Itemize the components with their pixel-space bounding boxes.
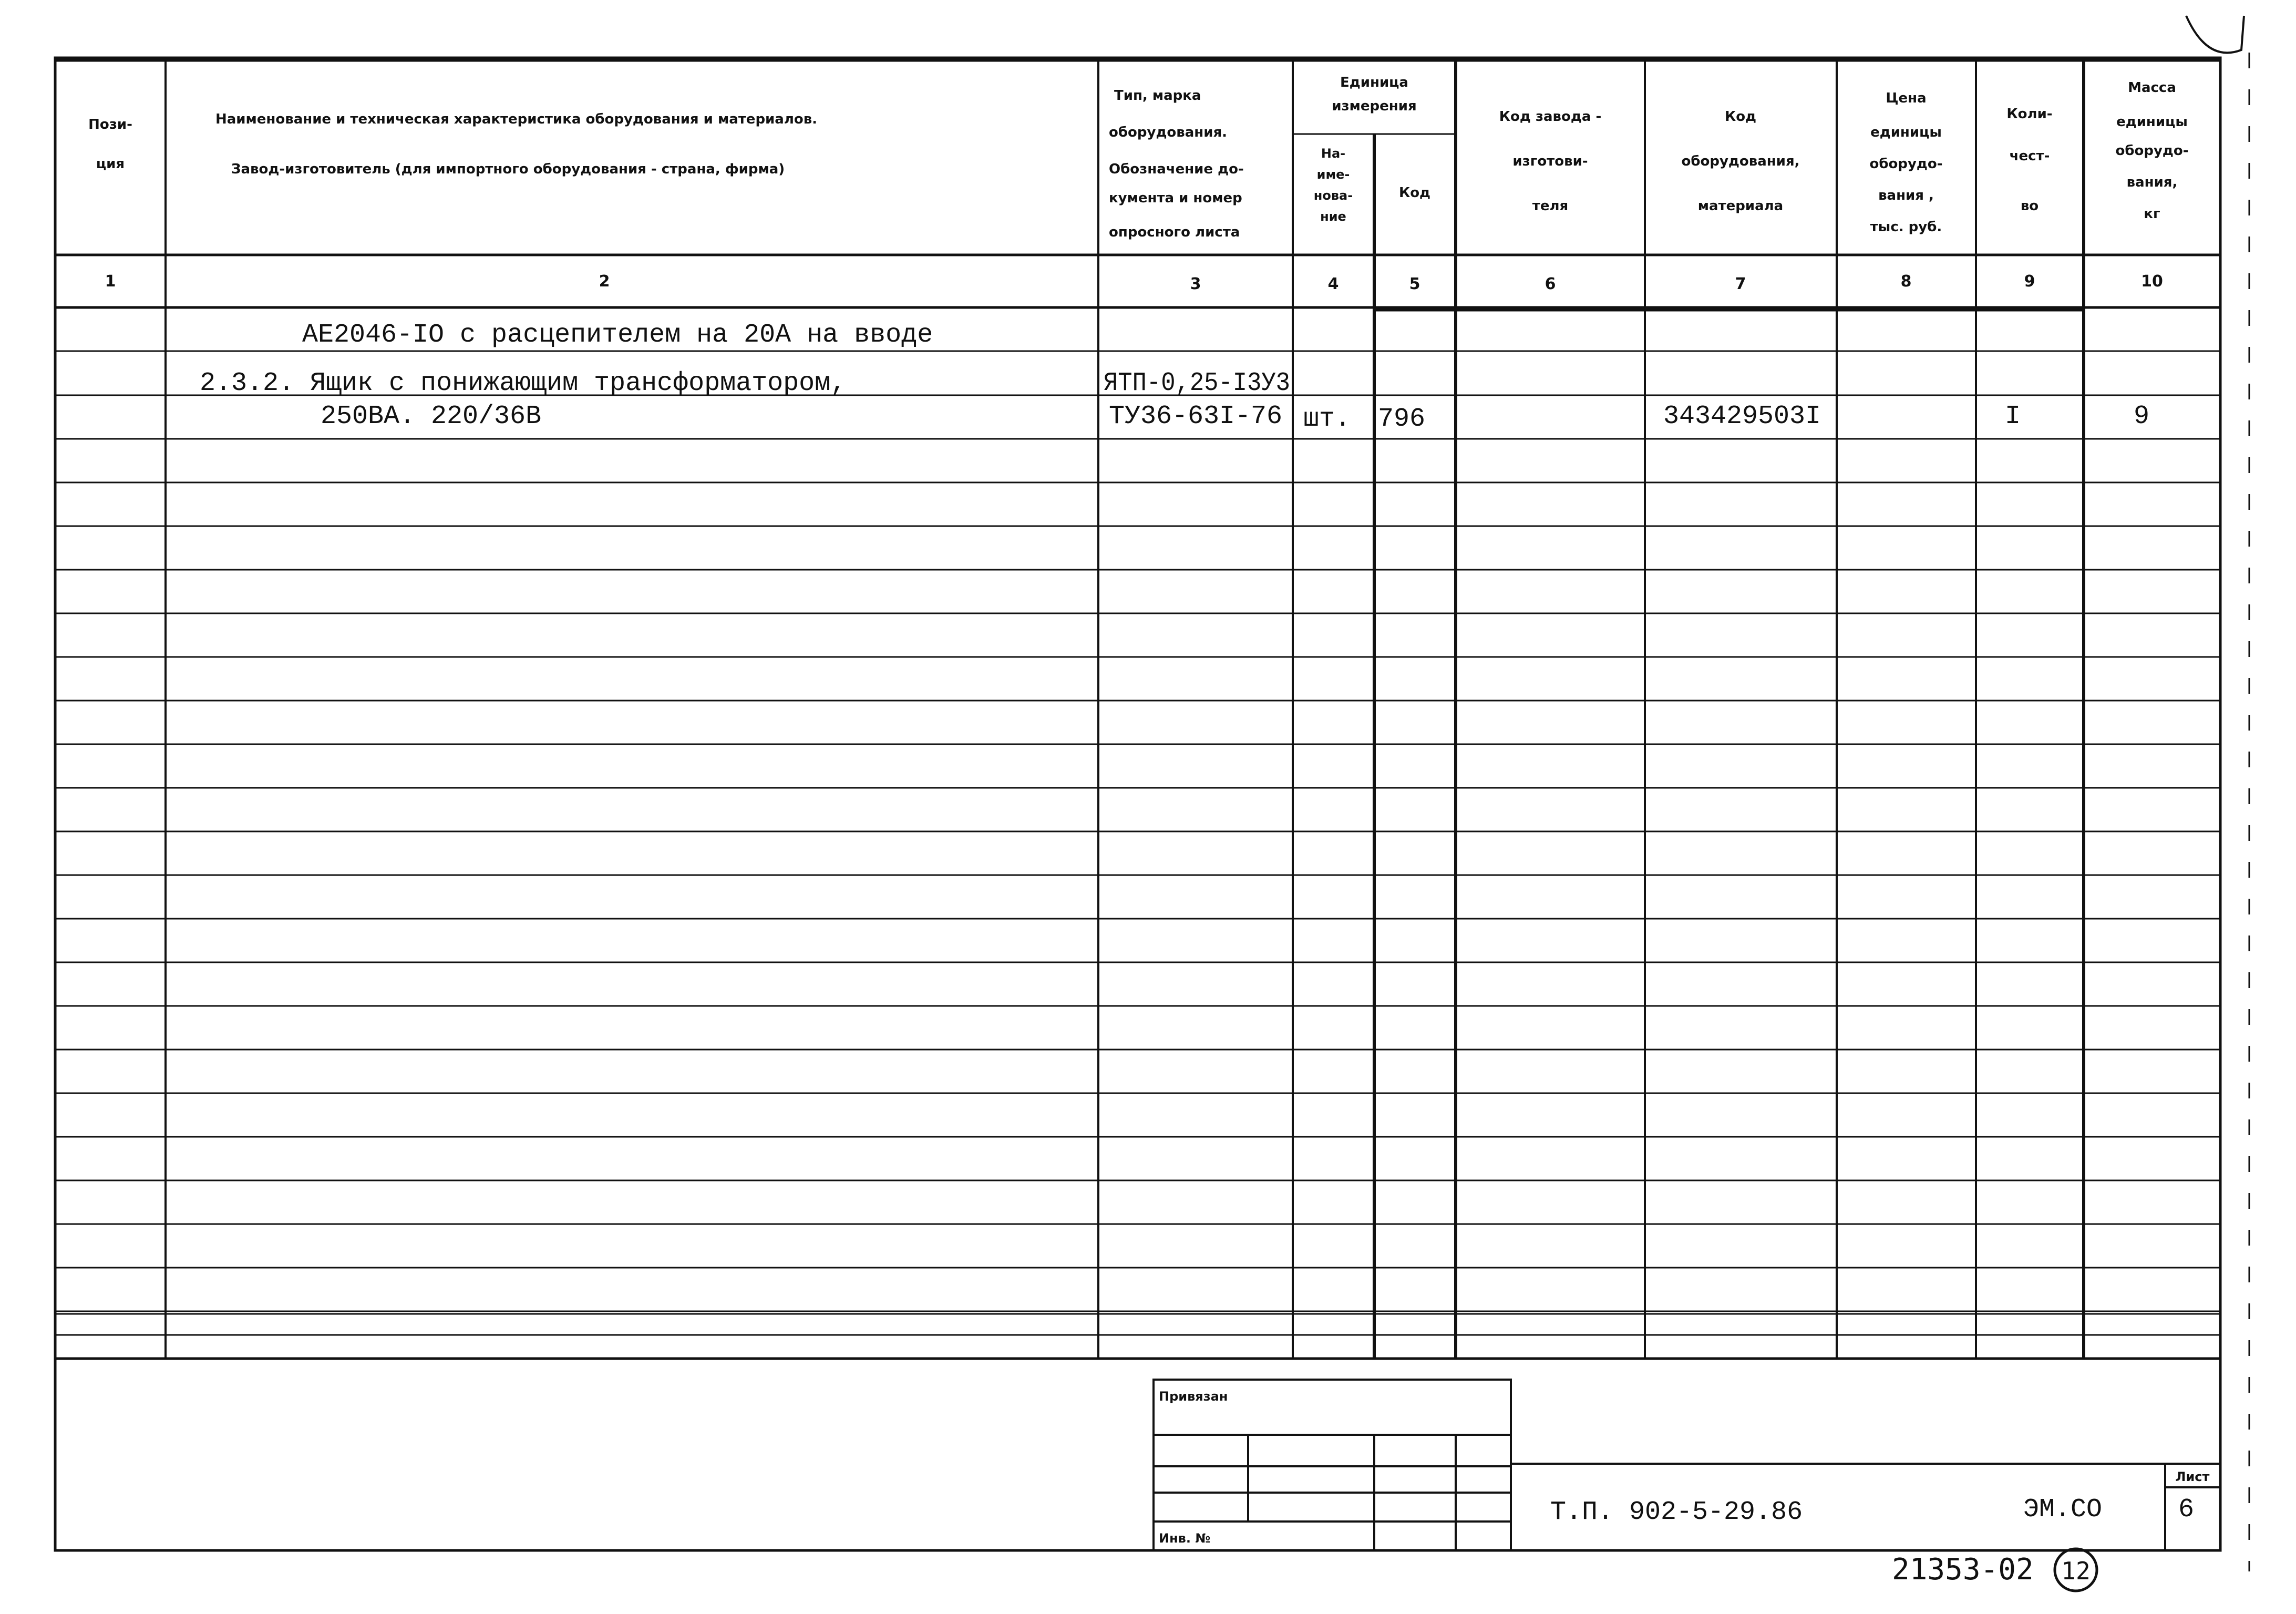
row3-mass: 9 (2133, 402, 2150, 431)
row2-name: 2.3.2. Ящик с понижающим трансформатором, (200, 368, 847, 398)
table-header (88, 75, 2188, 240)
header-col7-line3: материала (1697, 198, 1784, 214)
header-col8-line4: вания , (1878, 188, 1934, 203)
header-col9-line1: Коли- (2006, 106, 2053, 122)
row3-qty: I (2004, 402, 2021, 431)
header-col2-line1: Наименование и техническая характеристика оборудования и материалов. (215, 111, 818, 127)
colnum-5: 5 (1409, 275, 1420, 293)
header-col10-line4: вания, (2126, 174, 2178, 190)
header-col3-line4: кумента и номер (1109, 190, 1242, 206)
title-block-designation: Т.П. 902-5-29.86 (1550, 1497, 1803, 1527)
row3-type: ТУ36-63I-76 (1109, 402, 1283, 431)
row3-eqcode: 343429503I (1663, 402, 1821, 431)
header-col3-line5: опросного листа (1109, 224, 1240, 240)
table-body (200, 320, 2149, 434)
title-block-sheet-label: Лист (2175, 1469, 2210, 1484)
title-block-sheet-number: 6 (2178, 1495, 2195, 1525)
header-unit-group-line1: Единица (1340, 75, 1408, 90)
colnum-6: 6 (1545, 275, 1556, 293)
header-col3-line2: оборудования. (1109, 125, 1228, 140)
header-col10-line2: единицы (2116, 114, 2188, 130)
header-col7-line2: оборудования, (1681, 153, 1800, 169)
row-lines (55, 351, 2220, 1335)
header-col2-line2: Завод-изготовитель (для импортного оборудования - страна, фирма) (231, 161, 785, 177)
colnum-9: 9 (2024, 272, 2035, 291)
table-row (321, 402, 2149, 434)
header-col1-line2: ция (96, 156, 125, 172)
header-col10-line5: кг (2144, 206, 2160, 222)
colnum-2: 2 (599, 272, 610, 291)
title-block-privyazan: Привязан (1159, 1389, 1228, 1404)
colnum-8: 8 (1900, 272, 1912, 291)
title-block-mark: ЭМ.СО (2023, 1495, 2103, 1525)
header-col7-line1: Код (1724, 109, 1757, 125)
header-col8-line5: тыс. руб. (1870, 219, 1942, 235)
header-col4-line3: нова- (1313, 188, 1353, 203)
header-col6-line3: теля (1532, 198, 1569, 214)
header-col5: Код (1398, 185, 1431, 201)
header-col8-line1: Цена (1886, 90, 1927, 106)
row1-name: АЕ2046-IO с расцепителем на 20А на вводе (302, 320, 933, 350)
corner-fragment (2186, 16, 2244, 53)
colnum-1: 1 (105, 272, 116, 291)
header-col8-line3: оборудо- (1869, 156, 1943, 172)
archive-number: 21353-02 (1892, 1553, 2034, 1587)
row2-type: ЯТП-0,25-I3У3 (1104, 368, 1290, 398)
colnum-4: 4 (1327, 275, 1339, 293)
header-col9-line2: чест- (2009, 148, 2050, 164)
header-col10-line1: Масса (2128, 80, 2176, 96)
header-col4-line1: На- (1321, 146, 1346, 161)
header-col4-line2: име- (1316, 167, 1350, 182)
header-col3-line3: Обозначение до- (1109, 161, 1244, 177)
outer-frame (55, 58, 2220, 1550)
row3-name: 250ВА. 220/36В (321, 402, 542, 431)
colnum-3: 3 (1190, 275, 1201, 293)
column-numbers (105, 272, 2163, 293)
colnum-10: 10 (2141, 272, 2163, 291)
table-row (302, 320, 933, 350)
header-col6-line2: изготови- (1512, 153, 1588, 169)
header-col10-line3: оборудо- (2115, 143, 2189, 159)
archive-number-circled: 12 (2061, 1557, 2091, 1585)
header-col1-line1: Пози- (88, 117, 132, 132)
header-col9-line3: во (2020, 198, 2039, 214)
header-col6-line1: Код завода - (1499, 109, 1602, 125)
header-col3-line1: Тип, марка (1114, 88, 1201, 104)
header-unit-group-line2: измерения (1332, 98, 1417, 114)
header-col4-line4: ние (1320, 209, 1346, 224)
title-block-inv: Инв. № (1159, 1531, 1211, 1546)
row3-code: 796 (1378, 404, 1426, 434)
header-col8-line2: единицы (1870, 125, 1942, 140)
row3-unit: шт. (1303, 404, 1351, 434)
colnum-7: 7 (1735, 275, 1746, 293)
table-row (200, 368, 1290, 398)
